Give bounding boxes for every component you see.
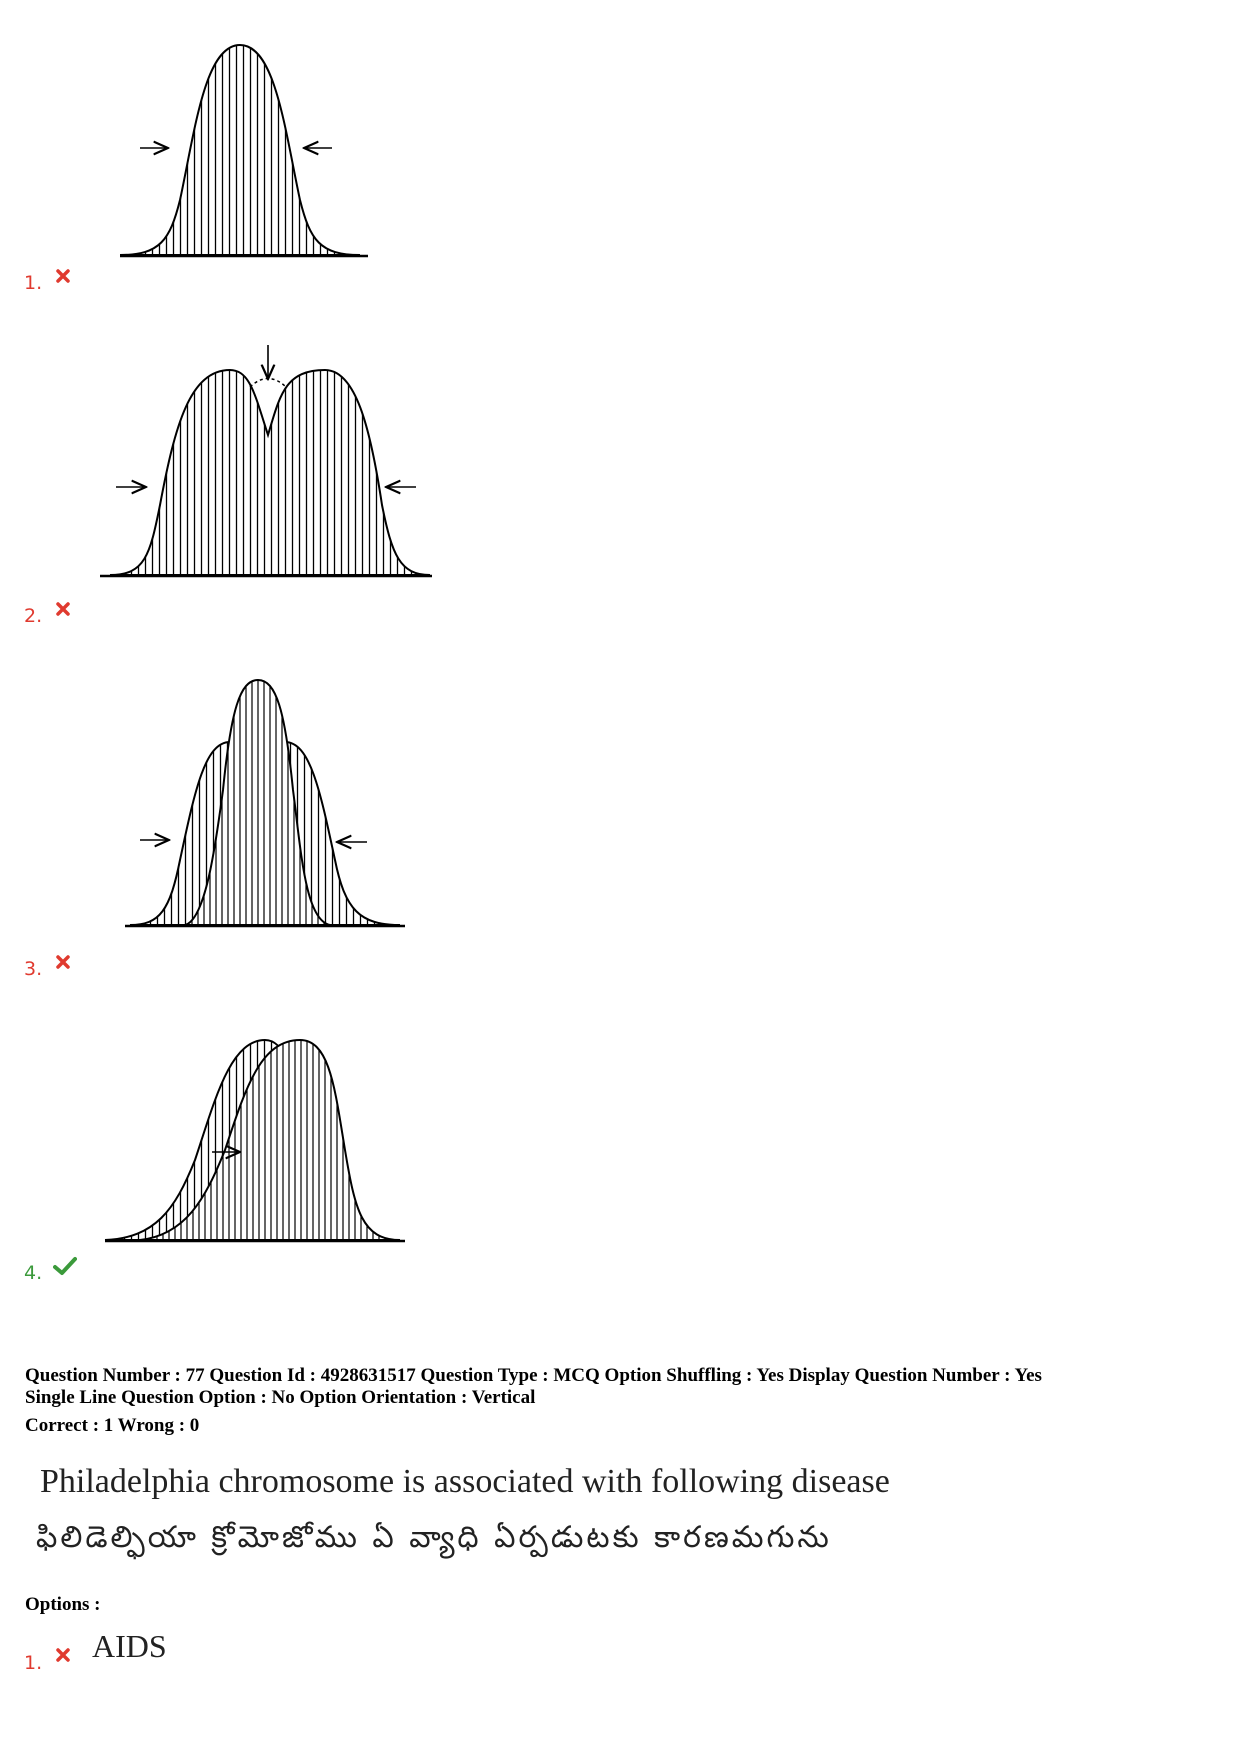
question-meta-line-2: Single Line Question Option : No Option Orientation : Vertical xyxy=(25,1387,536,1408)
question-marks: Correct : 1 Wrong : 0 xyxy=(25,1415,200,1436)
question-text-english: Philadelphia chromosome is associated with following disease xyxy=(40,1463,890,1500)
option-number: 3. xyxy=(24,958,43,980)
disruptive-curve-figure xyxy=(100,335,500,595)
option-number: 1. xyxy=(24,272,43,294)
option-number: 1. xyxy=(24,1652,43,1674)
question-text-telugu: ఫిలిడెల్ఫియా క్రోమోజోము ఏ వ్యాధి ఏర్పడుటకు కారణమగును xyxy=(36,1520,832,1555)
options-label: Options : xyxy=(25,1594,101,1615)
question-meta-line-1: Question Number : 77 Question Id : 4928631517 Question Type : MCQ Option Shuffling : Yes Display Question Number : Yes xyxy=(25,1365,1042,1386)
cross-icon xyxy=(55,954,71,970)
cross-icon xyxy=(55,268,71,284)
check-icon xyxy=(53,1256,77,1276)
option-number: 4. xyxy=(24,1262,43,1284)
stabilizing-overlap-figure xyxy=(105,670,525,940)
stabilizing-curve-figure xyxy=(100,30,520,300)
cross-icon xyxy=(55,1647,71,1663)
option-1-text: AIDS xyxy=(92,1628,167,1664)
option-number: 2. xyxy=(24,605,43,627)
directional-curve-figure xyxy=(100,1030,520,1260)
cross-icon xyxy=(55,601,71,617)
